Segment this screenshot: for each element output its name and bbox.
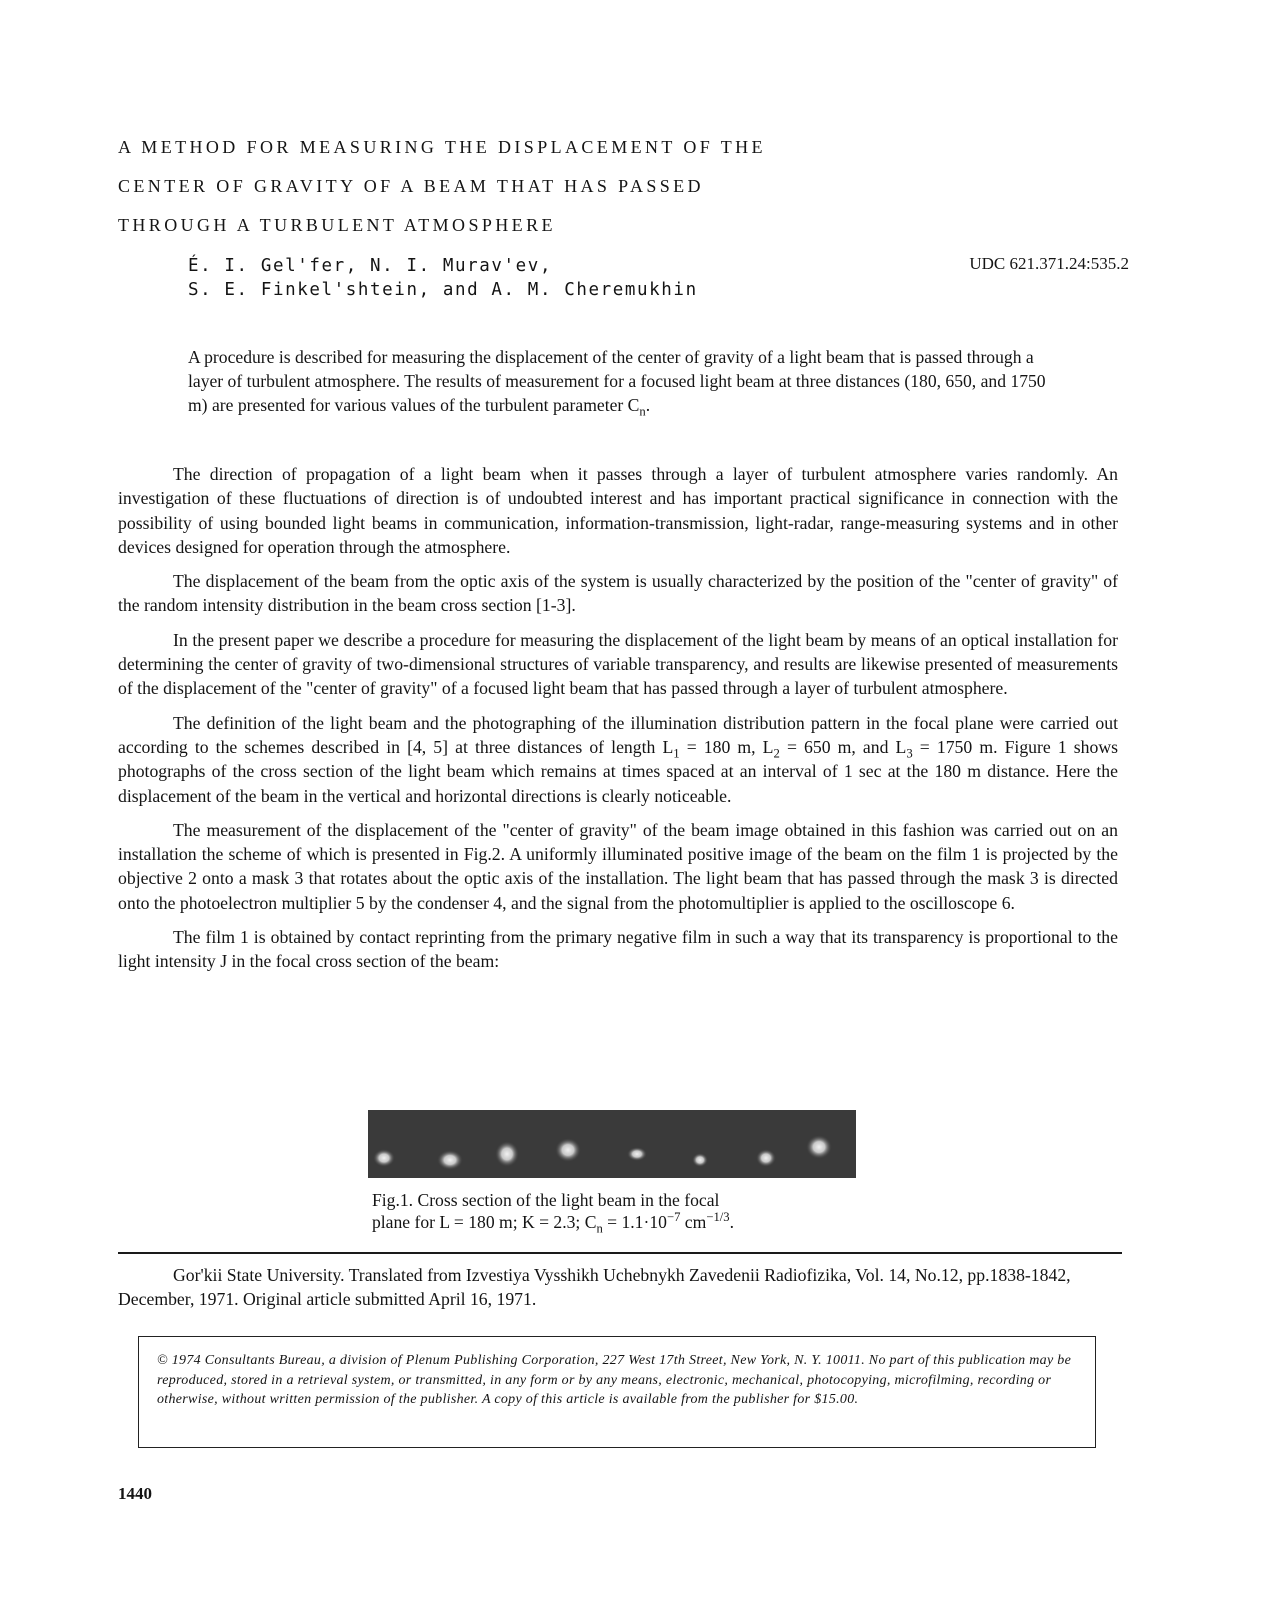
p4-text-c: = 650 m, and L — [779, 736, 907, 757]
title-line-3: THROUGH A TURBULENT ATMOSPHERE — [118, 215, 556, 235]
caption-sup-1: −7 — [666, 1210, 681, 1225]
beam-spot-4 — [555, 1138, 581, 1162]
authors — [188, 254, 698, 302]
paragraph-2: The displacement of the beam from the optic axis of the system is usually characterized by the position of the "center of gravity" of the random intensity distribution in the beam cross section [1-3]. — [118, 571, 1118, 616]
caption-text-a: plane for L = 180 m; K = 2.3; C — [372, 1212, 597, 1232]
abstract — [188, 345, 1068, 418]
paragraph-1: The direction of propagation of a light beam when it passes through a layer of turbulent atmosphere varies randomly. An investigation of these fluctuations of direction is of undoubted interest and has important practical significance in connection with the possibility of using bounded light beams in communication, information-transmission, light-radar, range-measuring systems and in other devices designed for operation through the atmosphere. — [118, 464, 1118, 557]
beam-spot-6 — [692, 1153, 708, 1167]
beam-spot-1 — [373, 1149, 395, 1167]
body-text — [118, 462, 1118, 984]
caption-text-d: . — [729, 1212, 735, 1232]
beam-spot-3 — [495, 1141, 519, 1167]
paragraph-6: The film 1 is obtained by contact reprinting from the primary negative film in such a way that its transparency is proportional to the light intensity J in the focal cross section of the beam: — [118, 927, 1118, 972]
page-number: 1440 — [118, 1484, 152, 1503]
copyright-notice: © 1974 Consultants Bureau, a division of Plenum Publishing Corporation, 227 West 17th Street, New York, N. Y. 10011. No part of this publication may be reproduced, stored in a retrieval system, or transmitted, in any form or by any means, electronic, mechanical, photocopying, microfilming, recording or otherwise, without written permission of the publisher. A copy of this article is available from the publisher for $15.00. — [138, 1336, 1096, 1448]
paragraph-4 — [118, 711, 1118, 808]
beam-spot-2 — [437, 1150, 463, 1170]
figure-1-caption — [372, 1189, 892, 1236]
abstract-end: . — [645, 395, 651, 416]
figure-1-photo-strip — [368, 1110, 856, 1178]
caption-line-2 — [372, 1210, 892, 1236]
title-line-2: CENTER OF GRAVITY OF A BEAM THAT HAS PASSED — [118, 176, 704, 196]
udc-code: UDC 621.371.24:535.2 — [969, 254, 1129, 273]
title-line-1: A METHOD FOR MEASURING THE DISPLACEMENT OF THE — [118, 137, 766, 157]
p4-text-b: = 180 m, L — [679, 736, 774, 757]
caption-line-1: Fig.1. Cross section of the light beam in the focal — [372, 1190, 720, 1210]
beam-spot-5 — [627, 1147, 647, 1161]
p4-sub-1: 1 — [673, 746, 680, 761]
p4-sub-3: 3 — [906, 746, 913, 761]
paragraph-5: The measurement of the displacement of the "center of gravity" of the beam image obtained in this fashion was carried out on an installation the scheme of which is presented in Fig.2. A uniformly illuminated positive image of the beam on the film 1 is projected by the objective 2 onto a mask 3 that rotates about the optic axis of the installation. The light beam that has passed through the mask 3 is directed onto the photoelectron multiplier 5 by the condenser 4, and the signal from the photomultiplier is applied to the oscilloscope 6. — [118, 819, 1118, 913]
caption-sub: n — [596, 1221, 603, 1236]
beam-spots-photo — [368, 1110, 856, 1178]
p4-sub-2: 2 — [773, 746, 780, 761]
p4-text-a: The definition of the light beam and the photographing of the illumination distribution pattern in the focal plane were carried out according to the schemes described in [4, 5] at three distances of length L — [118, 712, 1118, 757]
paper-title — [118, 128, 1018, 245]
abstract-text: A procedure is described for measuring the displacement of the center of gravity of a light beam that is passed through a layer of turbulent atmosphere. The results of measurement for a focused light beam at three distances (180, 650, and 1750 m) are presented for various values of the turbulent parameter C — [188, 347, 1046, 416]
authors-line-2: S. E. Finkel'shtein, and A. M. Cheremukhin — [188, 280, 698, 300]
caption-text-c: cm — [680, 1212, 707, 1232]
footnote: Gor'kii State University. Translated from Izvestiya Vysshikh Uchebnykh Zavedenii Radiofizika, Vol. 14, No.12, pp.1838-1842, December, 1971. Original article submitted April 16, 1971. — [118, 1265, 1071, 1309]
beam-spot-7 — [756, 1149, 776, 1167]
beam-spot-8 — [806, 1135, 832, 1159]
paragraph-3: In the present paper we describe a procedure for measuring the displacement of the light beam by means of an optical installation for determining the center of gravity of two-dimensional structures of variable transparency, and results are likewise presented of measurements of the displacement of the "center of gravity" of a focused light beam that has passed through a layer of turbulent atmosphere. — [118, 629, 1118, 699]
footnote-divider — [118, 1252, 1122, 1254]
p4-text-d: = 1750 m. Figure 1 shows photographs of the cross section of the light beam which remains at times spaced at an interval of 1 sec at the 180 m distance. Here the displacement of the beam in the vertical and horizontal directions is clearly noticeable. — [118, 736, 1119, 806]
caption-text-b: = 1.1·10 — [602, 1212, 667, 1232]
authors-line-1: É. I. Gel'fer, N. I. Murav'ev, — [188, 256, 553, 276]
caption-sup-2: −1/3 — [706, 1210, 730, 1225]
abstract-subscript: n — [639, 404, 646, 419]
